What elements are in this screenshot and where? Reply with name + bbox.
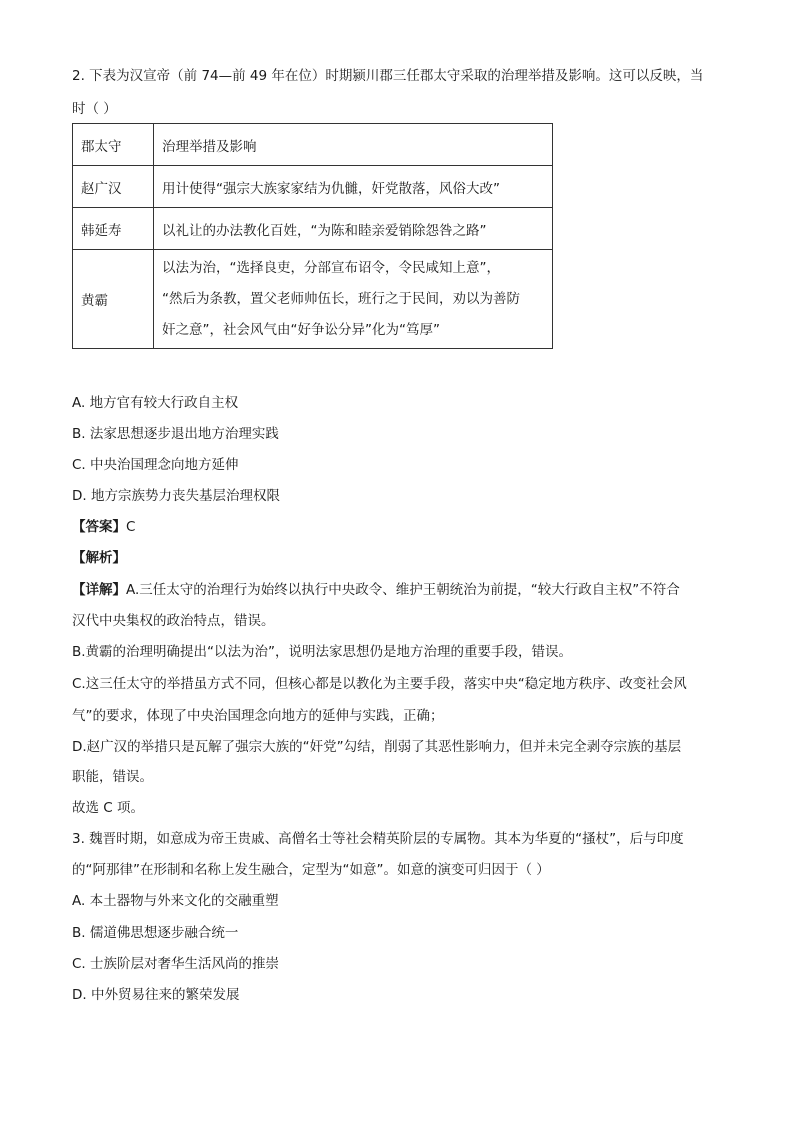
table-row: [73, 208, 553, 250]
detail-line-7: 职能，错误。: [72, 769, 153, 785]
q2-stem-line-2: 时（ ）: [72, 101, 117, 117]
table-cell-measure: [154, 250, 553, 349]
table-cell-measure: 用计使得“强宗大族家家结为仇雠，奸党散落，风俗大改”: [154, 166, 553, 208]
measure-line: “然后为条教，置父老师帅伍长，班行之于民间，劝以为善防: [162, 290, 520, 307]
measure-line: 以法为治，“选择良吏，分部宣布诏令，令民咸知上意”，: [162, 259, 500, 276]
q2-option-a: A. 地方官有较大行政自主权: [72, 395, 239, 411]
q3-stem-line-2: 的“阿那律”在形制和名称上发生融合，定型为“如意”。如意的演变可归因于（ ）: [72, 862, 550, 878]
table-cell-name: 赵广汉: [73, 166, 154, 208]
detail-label: 【详解】: [72, 582, 126, 598]
detail-line-6: D.赵广汉的举措只是瓦解了强宗大族的“奸党”勾结，削弱了其恶性影响力，但并未完全剥夺宗族的基层: [72, 739, 682, 755]
q2-option-b: B. 法家思想逐步退出地方治理实践: [72, 426, 279, 442]
table-row: [73, 166, 553, 208]
governance-table: [72, 123, 553, 349]
detail-conclusion: 故选 C 项。: [72, 800, 145, 816]
table-cell-name: 黄霸: [73, 250, 154, 349]
answer-value: C: [126, 519, 136, 535]
q3-option-c: C. 士族阶层对奢华生活风尚的推崇: [72, 956, 280, 972]
detail-line-5: 气”的要求，体现了中央治国理念向地方的延伸与实践，正确；: [72, 708, 444, 724]
q2-option-d: D. 地方宗族势力丧失基层治理权限: [72, 488, 280, 504]
answer-label: 【答案】: [72, 519, 126, 535]
table-row: [73, 250, 553, 349]
q2-stem-line-1: 2. 下表为汉宣帝（前 74—前 49 年在位）时期颍川郡三任郡太守采取的治理举措及影响。这可以反映，当: [72, 68, 704, 84]
q3-option-a: A. 本土器物与外来文化的交融重塑: [72, 893, 279, 909]
detail-text: A.三任太守的治理行为始终以执行中央政令、维护王朝统治为前提，“较大行政自主权”不符合: [126, 582, 680, 598]
q2-option-c: C. 中央治国理念向地方延伸: [72, 457, 239, 473]
detail-line-2: 汉代中央集权的政治特点，错误。: [72, 613, 275, 629]
table-cell-name: 韩延寿: [73, 208, 154, 250]
q3-option-d: D. 中外贸易往来的繁荣发展: [72, 987, 240, 1003]
analysis-label: 【解析】: [72, 550, 126, 566]
table-header-row: [73, 124, 553, 166]
answer-line: [72, 517, 135, 537]
detail-line-1: [72, 580, 680, 600]
measure-line: 奸之意”，社会风气由“好争讼分异”化为“笃厚”: [162, 321, 440, 338]
table-header-cell: 治理举措及影响: [154, 124, 553, 166]
q3-stem-line-1: 3. 魏晋时期，如意成为帝王贵戚、高僧名士等社会精英阶层的专属物。其本为华夏的“搔杖”，后与印度: [72, 831, 684, 847]
detail-line-3: B.黄霸的治理明确提出“以法为治”，说明法家思想仍是地方治理的重要手段，错误。: [72, 644, 573, 660]
table-cell-measure: 以礼让的办法教化百姓，“为陈和睦亲爱销除怨咎之路”: [154, 208, 553, 250]
detail-line-4: C.这三任太守的举措虽方式不同，但核心都是以教化为主要手段，落实中央“稳定地方秩序、改变社会风: [72, 676, 687, 692]
table-header-cell: 郡太守: [73, 124, 154, 166]
q3-option-b: B. 儒道佛思想逐步融合统一: [72, 925, 239, 941]
